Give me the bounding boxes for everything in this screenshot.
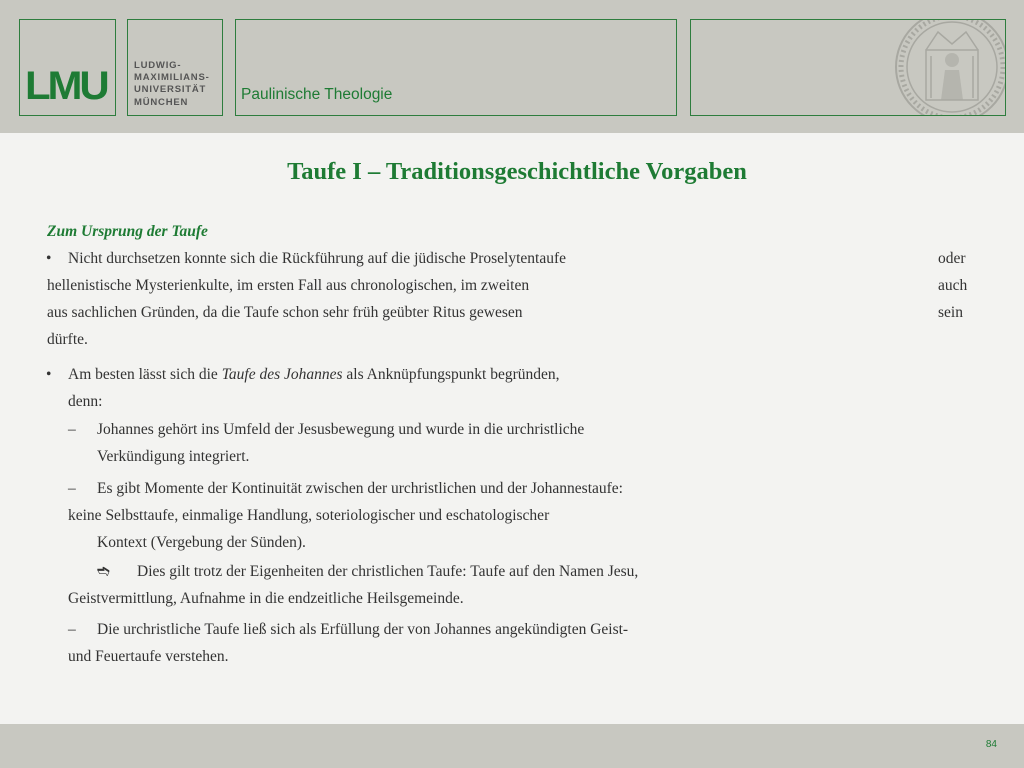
bullet1-line3-end: sein bbox=[938, 304, 963, 321]
sub1-line2: Verkündigung integriert. bbox=[97, 448, 250, 465]
bullet1-line1: Nicht durchsetzen konnte sich die Rückführung auf die jüdische Proselytentaufe bbox=[68, 250, 567, 267]
dash-glyph: – bbox=[68, 421, 76, 438]
sub3-line1: Die urchristliche Taufe ließ sich als Erfüllung der von Johannes angekündigten Geist- bbox=[97, 621, 629, 638]
sub2-line2: keine Selbsttaufe, einmalige Handlung, soteriologischer und eschatologischer bbox=[68, 507, 550, 524]
emphasis: Taufe des Johannes bbox=[221, 366, 343, 383]
footer-band bbox=[0, 724, 1024, 768]
bullet1-line1-end: oder bbox=[938, 250, 966, 267]
bullet1-line4: dürfte. bbox=[47, 331, 88, 348]
bullet1-line3: aus sachlichen Gründen, da die Taufe schon sehr früh geübter Ritus gewesen bbox=[47, 304, 523, 321]
arrow-icon: ➬ bbox=[97, 563, 110, 580]
subheading: Zum Ursprung der Taufe bbox=[47, 223, 208, 240]
dash-glyph: – bbox=[68, 480, 76, 497]
seal-box bbox=[690, 19, 1006, 116]
sub2-arrow-line2: Geistvermittlung, Aufnahme in die endzeitliche Heilsgemeinde. bbox=[68, 590, 464, 607]
bullet-glyph: • bbox=[46, 250, 52, 267]
lmu-logo: LMU bbox=[25, 64, 107, 108]
sub2-arrow-line1: Dies gilt trotz der Eigenheiten der christlichen Taufe: Taufe auf den Namen Jesu, bbox=[137, 563, 639, 580]
dash-glyph: – bbox=[68, 621, 76, 638]
university-name: LUDWIG- MAXIMILIANS- UNIVERSITÄT MÜNCHEN bbox=[134, 60, 210, 108]
sub2-line1: Es gibt Momente der Kontinuität zwischen der urchristlichen und der Johannestaufe: bbox=[97, 480, 623, 497]
lmu-logo-box bbox=[19, 19, 116, 116]
sub2-line3: Kontext (Vergebung der Sünden). bbox=[97, 534, 306, 551]
bullet1-line2-end: auch bbox=[938, 277, 968, 294]
slide-title: Taufe I – Traditionsgeschichtliche Vorgaben bbox=[287, 158, 747, 185]
sub1-line1: Johannes gehört ins Umfeld der Jesusbewegung und wurde in die urchristliche bbox=[97, 421, 585, 438]
sub3-line2: und Feuertaufe verstehen. bbox=[68, 648, 229, 665]
page-number: 84 bbox=[985, 739, 997, 750]
bullet-glyph: • bbox=[46, 366, 52, 383]
bullet2-line2: denn: bbox=[68, 393, 103, 410]
university-seal-icon bbox=[893, 19, 1006, 116]
header-band bbox=[0, 0, 1024, 133]
course-title: Paulinische Theologie bbox=[241, 86, 393, 103]
university-name-box bbox=[127, 19, 223, 116]
bullet2-line1: Am besten lässt sich die Taufe des Johannes als Anknüpfungspunkt begründen, bbox=[68, 366, 560, 383]
bullet1-line2: hellenistische Mysterienkulte, im ersten Fall aus chronologischen, im zweiten bbox=[47, 277, 530, 294]
course-title-box bbox=[235, 19, 677, 116]
